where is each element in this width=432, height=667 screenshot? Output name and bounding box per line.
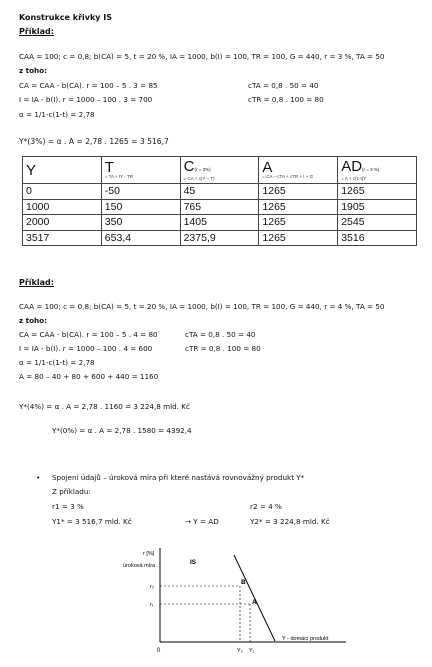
table-cell: 3516: [338, 230, 417, 246]
table-cell: 2375,9: [180, 230, 259, 246]
table-header: AD(r = 3 %) = A + c(1-t)Y: [338, 157, 417, 184]
table-header: T = TA + tY - TR: [101, 157, 180, 184]
summary-y1: Y1* = 3 516,7 mld. Kč: [52, 517, 132, 526]
y-axis-label-2: úroková míra: [123, 563, 156, 569]
table-cell: 150: [101, 199, 180, 215]
table-header: A = CA – cTA + cTR + I + G: [259, 157, 338, 184]
table-cell: -50: [101, 184, 180, 200]
example-1-alpha: α = 1/1-c(1-t) = 2,78: [19, 110, 95, 119]
summary-r2: r2 = 4 %: [250, 502, 282, 511]
example-2-given: CAA = 100; c = 0,8; b(CA) = 5, t = 20 %, IA = 1000, b(I) = 100, TR = 100, G = 440, r = 4 %, TA = 50: [19, 302, 385, 311]
table-cell: 45: [180, 184, 259, 200]
table-header: C(r = 3%) = CA + c(Y – T): [180, 157, 259, 184]
table-cell: 1265: [338, 184, 417, 200]
example-2-result-0: Y*(0%) = α . A = 2,78 . 1580 = 4392,4: [52, 426, 192, 435]
table-cell: 1265: [259, 184, 338, 200]
table-cell: 1265: [259, 230, 338, 246]
example-1-heading: Příklad:: [19, 27, 54, 36]
example-1-ztoho: z toho:: [19, 66, 47, 75]
example-2-ca: CA = CAA - b(CA). r = 100 – 5 . 4 = 80: [19, 330, 158, 339]
example-1-i: I = IA - b(I). r = 1000 – 100 . 3 = 700: [19, 95, 153, 104]
example-2-cta: cTA = 0,8 . 50 = 40: [185, 330, 256, 339]
example-2-alpha: α = 1/1-c(1-t) = 2,78: [19, 358, 95, 367]
table-cell: 653,4: [101, 230, 180, 246]
example-1-cta: cTA = 0,8 . 50 = 40: [248, 81, 319, 90]
r1-tick: r₁: [150, 602, 154, 608]
example-1-result: Y*(3%) = α . A = 2,78 . 1265 = 3 516,7: [19, 137, 169, 146]
example-2-a: A = 80 – 40 + 80 + 600 + 440 = 1160: [19, 372, 159, 381]
y2-tick: Y₂: [237, 648, 243, 654]
example-1-ctr: cTR = 0,8 . 100 = 80: [248, 95, 324, 104]
y1-tick: Y₁: [249, 648, 255, 654]
table-header: Y: [23, 157, 102, 184]
example-2-result-4: Y*(4%) = α . A = 2,78 . 1160 = 3 224,8 mld. Kč: [19, 402, 190, 411]
point-a-label: A: [252, 599, 257, 606]
table-cell: 1405: [180, 215, 259, 231]
example-1-ca: CA = CAA - b(CA). r = 100 – 5 . 3 = 85: [19, 81, 158, 90]
summary-bullet: Spojení údajů – úroková míra při které nastává rovnovážný produkt Y*: [52, 473, 305, 482]
example-2-heading: Příklad:: [19, 278, 54, 287]
example-1-given: CAA = 100; c = 0,8; b(CA) = 5, t = 20 %, IA = 1000, b(I) = 100, TR = 100, G = 440, r = 3 %, TA = 50: [19, 52, 385, 61]
bullet-icon: •: [36, 473, 41, 482]
table-cell: 765: [180, 199, 259, 215]
table-cell: 1000: [23, 199, 102, 215]
example-2-ctr: cTR = 0,8 . 100 = 80: [185, 344, 261, 353]
table-cell: 1265: [259, 215, 338, 231]
origin-label: 0: [157, 648, 161, 654]
y-axis-label: r [%]: [143, 551, 155, 557]
example-2-i: I = IA - b(I). r = 1000 – 100 . 4 = 600: [19, 344, 153, 353]
point-b-label: B: [241, 579, 246, 586]
table-cell: 1905: [338, 199, 417, 215]
table-cell: 1265: [259, 199, 338, 215]
summary-r1: r1 = 3 %: [52, 502, 84, 511]
summary-from-example: Z příkladu:: [52, 487, 91, 496]
summary-arrow: → Y = AD: [185, 517, 219, 526]
table-cell: 2000: [23, 215, 102, 231]
r2-tick: r₂: [150, 584, 154, 590]
is-label: IS: [190, 559, 197, 566]
x-axis-label: Y - domácí produkt: [282, 636, 329, 642]
example-2-ztoho: z toho:: [19, 316, 47, 325]
table-cell: 3517: [23, 230, 102, 246]
table-cell: 0: [23, 184, 102, 200]
table-cell: 350: [101, 215, 180, 231]
table-cell: 2545: [338, 215, 417, 231]
page-title: Konstrukce křivky IS: [19, 13, 113, 22]
summary-y2: Y2* = 3 224,8 mld. Kč: [250, 517, 330, 526]
